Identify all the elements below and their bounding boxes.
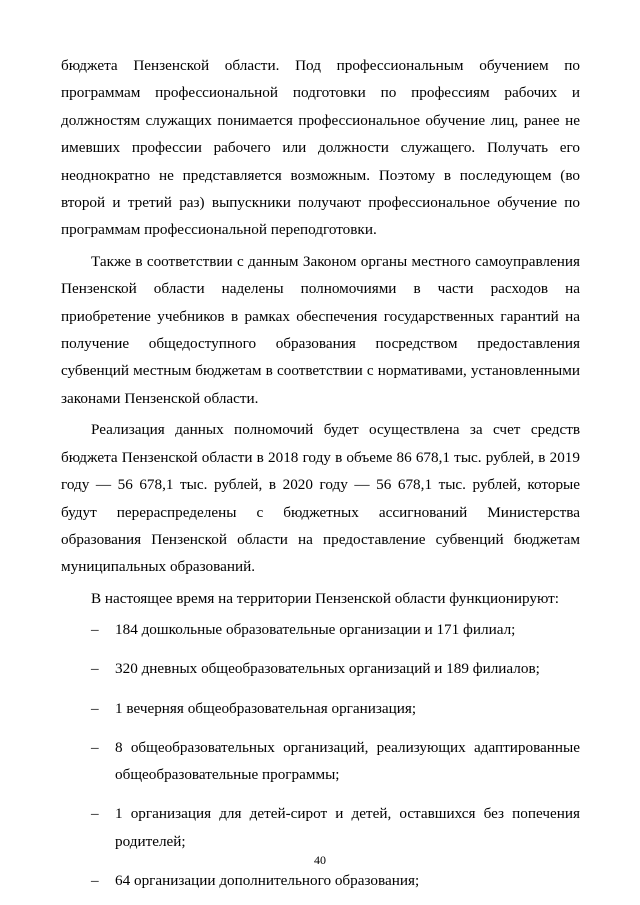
paragraph-3: Реализация данных полномочий будет осуществлена за счет средств бюджета Пензенской области в 2018 году в объеме 86 678,1 тыс. рублей, в 2019 году — 56 678,1 тыс. рублей, в 2020 году — 56 678,1 тыс. рублей, которые будут перераспределены с бюджетных ассигнований Министерства образования Пензенской области на предоставление субвенций бюджетам муниципальных образований. (61, 421, 580, 576)
page-number: 40 (314, 853, 326, 867)
list-item-text: 184 дошкольные образовательные организации и 171 филиал; (115, 621, 516, 639)
paragraph-1: бюджета Пензенской области. Под профессиональным обучением по программам профессиональной подготовки по профессиям рабочих и должностям служащих понимается профессиональное обучение лиц, ранее не имевших профессии рабочего или должности служащего. Получать его неоднократно не представляется возможным. Поэтому в последующем (во второй и третий раз) выпускники получают профессиональное обучение по программам профессиональной переподготовки. (61, 57, 580, 239)
list-item (61, 695, 580, 722)
list-item (61, 655, 580, 682)
list-dash: – (91, 699, 99, 717)
list-item-text: 1 организация для детей-сирот и детей, оставшихся без попечения родителей; (115, 805, 580, 850)
list-dash: – (91, 805, 99, 823)
list-item (61, 734, 580, 789)
list-item (61, 867, 580, 894)
list-item-text: 64 организации дополнительного образования; (115, 871, 420, 889)
document-page (61, 52, 580, 894)
list-dash: – (91, 738, 99, 756)
list-item-text: 320 дневных общеобразовательных организаций и 189 филиалов; (115, 660, 540, 678)
list-item-text: 8 общеобразовательных организаций, реализующих адаптированные общеобразовательные программы; (115, 738, 580, 784)
list-dash: – (91, 660, 99, 678)
list-dash: – (91, 871, 99, 889)
list-item-text: 1 вечерняя общеобразовательная организация; (115, 699, 417, 717)
list-item (61, 800, 580, 855)
list-item (61, 616, 580, 643)
paragraph-4: В настоящее время на территории Пензенской области функционируют: (91, 589, 559, 607)
paragraph-2: Также в соответствии с данным Законом органы местного самоуправления Пензенской области наделены полномочиями в части расходов на приобретение учебников в рамках обеспечения государственных гарантий на получение общедоступного образования посредством предоставления субвенций местным бюджетам в соответствии с нормативами, установленными законами Пензенской области. (61, 252, 580, 407)
list-dash: – (91, 621, 99, 639)
